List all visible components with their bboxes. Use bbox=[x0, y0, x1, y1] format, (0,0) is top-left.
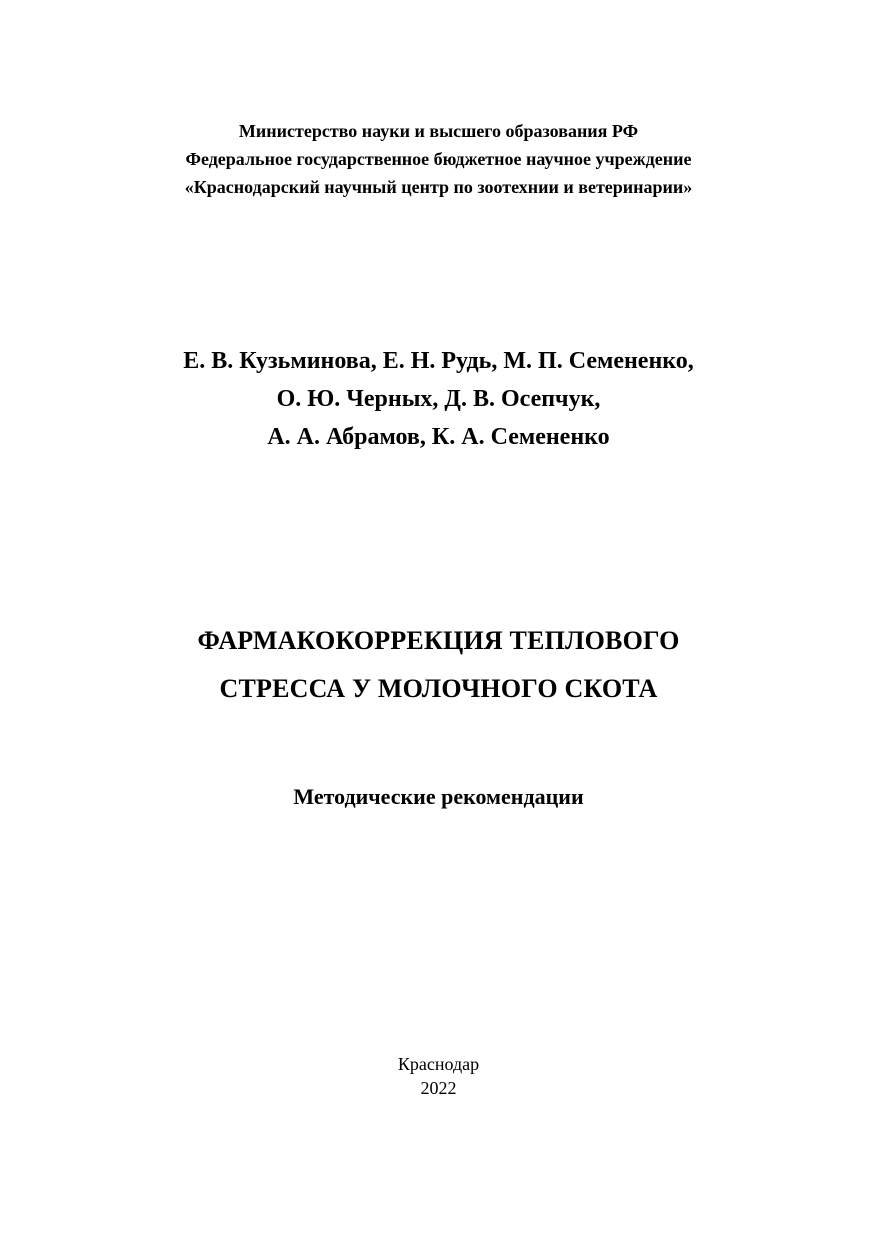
title-line: СТРЕССА У МОЛОЧНОГО СКОТА bbox=[219, 674, 658, 703]
subtitle-text: Методические рекомендации bbox=[293, 784, 584, 809]
authors-line: О. Ю. Черных, Д. В. Осепчук, bbox=[276, 386, 601, 412]
imprint-year: 2022 bbox=[420, 1078, 457, 1098]
authors-line: Е. В. Кузьминова, Е. Н. Рудь, М. П. Семененко, bbox=[183, 348, 694, 374]
institution-header bbox=[0, 117, 877, 201]
authors-block bbox=[0, 342, 877, 456]
authors-line: А. А. Абрамов, К. А. Семененко bbox=[267, 424, 610, 450]
imprint bbox=[0, 1052, 877, 1100]
imprint-city: Краснодар bbox=[397, 1054, 480, 1074]
institution-type-line: Федеральное государственное бюджетное научное учреждение bbox=[185, 149, 692, 169]
document-subtitle bbox=[0, 781, 877, 813]
title-line: ФАРМАКОКОРРЕКЦИЯ ТЕПЛОВОГО bbox=[197, 626, 680, 655]
document-title bbox=[0, 617, 877, 713]
institution-name-line: «Краснодарский научный центр по зоотехнии и ветеринарии» bbox=[184, 177, 693, 197]
ministry-line: Министерство науки и высшего образования РФ bbox=[238, 121, 639, 141]
